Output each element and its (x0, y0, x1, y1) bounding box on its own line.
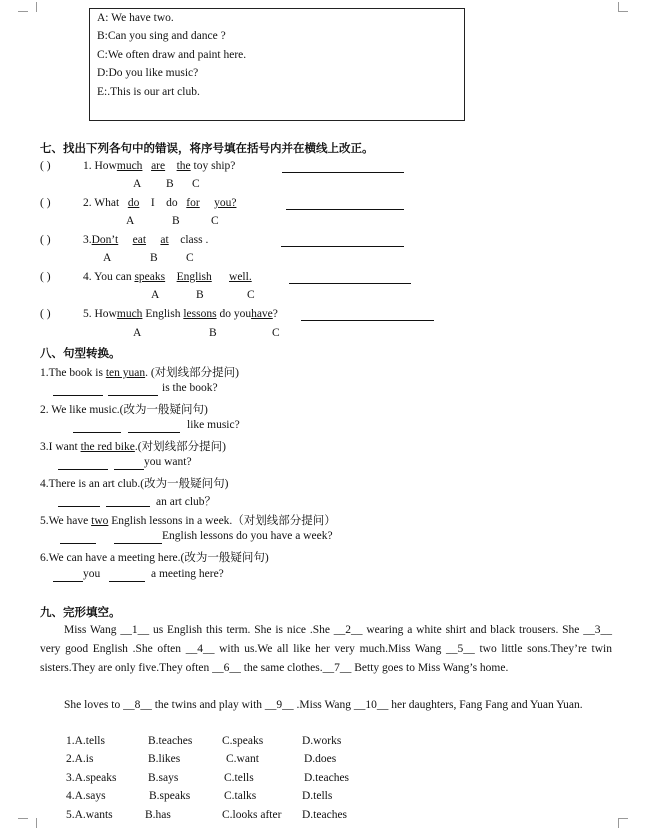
q-underlined: are (151, 160, 166, 172)
s8-answer-3: you want? (144, 456, 192, 468)
q-text: 1.The book is (40, 367, 106, 379)
letter-b: B (209, 327, 217, 339)
s7-question-2 (83, 197, 236, 209)
answer-blank[interactable] (108, 385, 158, 396)
answer-blank[interactable] (60, 533, 96, 544)
q-underlined: two (91, 515, 109, 527)
box-line: C:We often draw and paint here. (97, 49, 247, 61)
q-word: toy ship? (193, 160, 236, 172)
s8-question-5 (40, 512, 336, 528)
answer-blank[interactable] (73, 422, 121, 433)
option-4c: C.talks (224, 790, 257, 802)
s8-answer-6a: you (83, 568, 101, 580)
answer-blank[interactable] (128, 422, 180, 433)
page-corner-mark (618, 818, 628, 827)
option-3d: D.teaches (304, 772, 350, 784)
answer-paren: ( ) (40, 197, 51, 209)
answer-options-box (89, 8, 465, 121)
answer-blank[interactable] (289, 273, 411, 284)
option-1a: 1.A.tells (66, 735, 105, 747)
option-2a: 2.A.is (66, 753, 94, 765)
box-line: A: We have two. (97, 12, 174, 24)
letter-c: C (211, 215, 219, 227)
q-text: 5.We have (40, 515, 92, 527)
q-underlined: you? (214, 197, 237, 209)
s8-answer-6b: a meeting here? (151, 568, 224, 580)
answer-blank[interactable] (286, 199, 404, 210)
q-num: 1. (83, 160, 92, 172)
section-9-title: 九、完形填空。 (40, 605, 121, 619)
q-word: do (166, 197, 178, 209)
letter-b: B (150, 252, 158, 264)
q-text: . (对划线部分提问) (145, 367, 240, 379)
letter-c: C (272, 327, 280, 339)
letter-c: C (186, 252, 194, 264)
option-1c: C.speaks (222, 735, 264, 747)
q-word: class . (180, 234, 209, 246)
option-2b: B.likes (148, 753, 181, 765)
q-underlined: ten yuan (105, 367, 146, 379)
s7-question-5 (83, 308, 278, 320)
letter-a: A (103, 252, 112, 264)
letter-a: A (126, 215, 135, 227)
s8-question-1 (40, 364, 239, 380)
s8-answer-4: an art club？ (156, 496, 217, 508)
answer-blank[interactable] (106, 496, 150, 507)
q-word: do you (219, 308, 252, 320)
option-1b: B.teaches (148, 735, 193, 747)
answer-blank[interactable] (109, 571, 145, 582)
s8-question-4: 4.There is an art club.(改为一般疑问句) (40, 478, 229, 490)
q-text: 3.I want (40, 441, 81, 453)
answer-blank[interactable] (114, 533, 162, 544)
q-word: How (94, 160, 117, 172)
option-5b: B.has (145, 809, 171, 821)
q-text: English lessons in a week.（对划线部分提问） (108, 515, 336, 527)
q-underlined: lessons (183, 308, 217, 320)
letter-a: A (151, 289, 160, 301)
answer-blank[interactable] (301, 310, 434, 321)
q-underlined: much (116, 308, 143, 320)
q-num: 3. (83, 234, 92, 246)
answer-blank[interactable] (282, 162, 404, 173)
option-5c: C.looks after (222, 809, 282, 821)
q-underlined: speaks (134, 271, 166, 283)
q-word: English (145, 308, 181, 320)
option-5a: 5.A.wants (66, 809, 113, 821)
letter-a: A (133, 327, 142, 339)
q-num: 5. (83, 308, 92, 320)
s8-question-3 (40, 438, 226, 454)
page-corner-mark (18, 11, 28, 20)
option-5d: D.teaches (302, 809, 348, 821)
answer-paren: ( ) (40, 308, 51, 320)
q-underlined: do (127, 197, 140, 209)
q-num: 2. (83, 197, 92, 209)
q-underlined: much (116, 160, 143, 172)
q-word: I (150, 197, 155, 209)
q-underlined: well. (229, 271, 252, 283)
letter-c: C (192, 178, 200, 190)
s8-question-6: 6.We can have a meeting here.(改为一般疑问句) (40, 552, 269, 564)
page-corner-mark (28, 818, 37, 828)
option-1d: D.works (302, 735, 342, 747)
s8-answer-2: like music? (187, 419, 240, 431)
option-2c: C.want (226, 753, 259, 765)
box-line: D:Do you like music? (97, 67, 199, 79)
s8-answer-1: is the book? (162, 382, 218, 394)
q-underlined: have (251, 308, 273, 320)
q-underlined: eat (132, 234, 147, 246)
option-4d: D.tells (302, 790, 333, 802)
cloze-paragraph-1: Miss Wang __1__ us English this term. She is nice .She __2__ wearing a white shirt and black trousers. She __3__ very good English .She often __4__ with us.We all like her very much.Miss Wang __5__ two little sons.They’re twin sisters.They are only five.They often __6__ the same clothes.__7__ Betty goes to Miss Wang’s home. (40, 624, 612, 674)
option-2d: D.does (304, 753, 337, 765)
q-word: You can (94, 271, 132, 283)
q-underlined: at (160, 234, 169, 246)
answer-blank[interactable] (58, 496, 100, 507)
option-4b: B.speaks (149, 790, 191, 802)
cloze-paragraph-2: She loves to __8__ the twins and play with __9__ .Miss Wang __10__ her daughters, Fang Fang and Yuan Yuan. (64, 699, 583, 711)
s7-question-3 (83, 234, 208, 246)
answer-blank[interactable] (58, 459, 108, 470)
section-8-title: 八、句型转换。 (40, 346, 121, 360)
q-underlined: the (176, 160, 191, 172)
letter-b: B (196, 289, 204, 301)
q-word: What (94, 197, 120, 209)
answer-paren: ( ) (40, 160, 51, 172)
option-3a: 3.A.speaks (66, 772, 117, 784)
answer-paren: ( ) (40, 234, 51, 246)
letter-b: B (166, 178, 174, 190)
letter-a: A (133, 178, 142, 190)
letter-c: C (247, 289, 255, 301)
s8-question-2: 2. We like music.(改为一般疑问句) (40, 404, 208, 416)
s7-question-1 (83, 160, 235, 172)
answer-blank[interactable] (114, 459, 144, 470)
option-4a: 4.A.says (66, 790, 106, 802)
box-line: E:.This is our art club. (97, 86, 200, 98)
page-corner-mark (618, 11, 628, 20)
q-text: .(对划线部分提问) (134, 441, 226, 453)
answer-blank[interactable] (53, 385, 103, 396)
page-corner-mark (18, 818, 28, 827)
q-num: 4. (83, 271, 92, 283)
q-underlined: English (176, 271, 212, 283)
option-3c: C.tells (224, 772, 254, 784)
answer-paren: ( ) (40, 271, 51, 283)
option-3b: B.says (148, 772, 179, 784)
q-underlined: Don’t (91, 234, 119, 246)
answer-blank[interactable] (53, 571, 83, 582)
q-underlined: for (186, 197, 200, 209)
q-word: ? (272, 308, 278, 320)
q-word: How (94, 308, 117, 320)
q-underlined: the red bike (80, 441, 135, 453)
s8-answer-5: English lessons do you have a week? (162, 530, 333, 542)
letter-b: B (172, 215, 180, 227)
section-7-title: 七、找出下列各句中的错误，将序号填在括号内并在横线上改正。 (40, 141, 374, 155)
box-line: B:Can you sing and dance ? (97, 30, 226, 42)
s7-question-4 (83, 271, 252, 283)
page-corner-mark (28, 2, 37, 12)
answer-blank[interactable] (281, 236, 404, 247)
